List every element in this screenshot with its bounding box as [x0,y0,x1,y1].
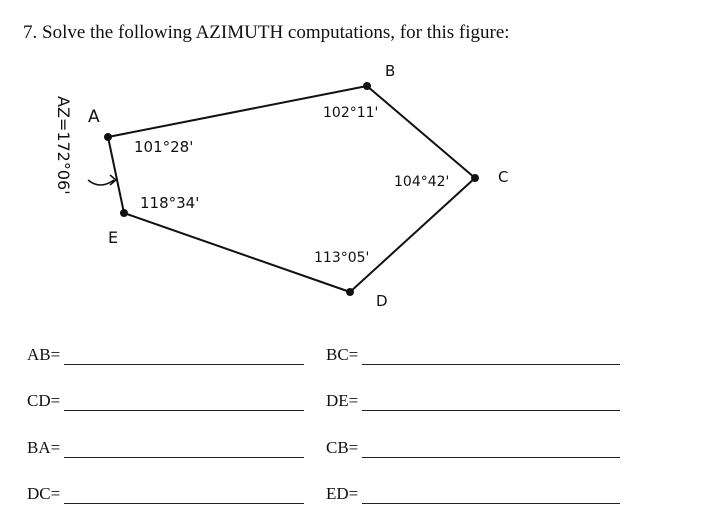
answer-bc[interactable] [326,345,620,365]
answer-blank[interactable] [362,350,620,365]
answer-cb[interactable] [326,438,620,458]
answer-label: DC= [27,484,61,503]
vertex-label-e: E [108,228,119,247]
angle-e: 118°34' [140,194,200,212]
answer-label: CB= [326,438,359,457]
answer-blank[interactable] [64,443,304,458]
vertex-label-d: D [376,292,388,310]
angle-d: 113°05' [314,250,370,266]
question-text: 7. Solve the following AZIMUTH computations, for this figure: [23,22,510,43]
answer-ab[interactable] [27,345,304,365]
answer-ed[interactable] [326,484,620,504]
angle-b: 102°11' [323,105,379,121]
answer-dc[interactable] [27,484,304,504]
vertex-label-a: A [88,107,100,127]
angle-c: 104°42' [394,174,450,190]
answer-cd[interactable] [27,391,304,411]
answer-de[interactable] [326,391,620,411]
answer-blank[interactable] [64,396,304,411]
answer-blank[interactable] [64,489,304,504]
azimuth-note: AZ=172°06' [54,96,73,195]
vertex-label-b: B [385,62,396,80]
answer-label: CD= [27,391,61,410]
answer-ba[interactable] [27,438,304,458]
answer-blank[interactable] [362,396,620,411]
answer-label: AB= [27,345,61,364]
answer-label: DE= [326,391,359,410]
answer-label: BC= [326,345,359,364]
answer-blank[interactable] [362,489,620,504]
answer-label: ED= [326,484,359,503]
answer-blank[interactable] [64,350,304,365]
vertex-label-c: C [498,168,509,186]
answer-label: BA= [27,438,61,457]
answer-blank[interactable] [362,443,620,458]
angle-a: 101°28' [134,138,194,156]
